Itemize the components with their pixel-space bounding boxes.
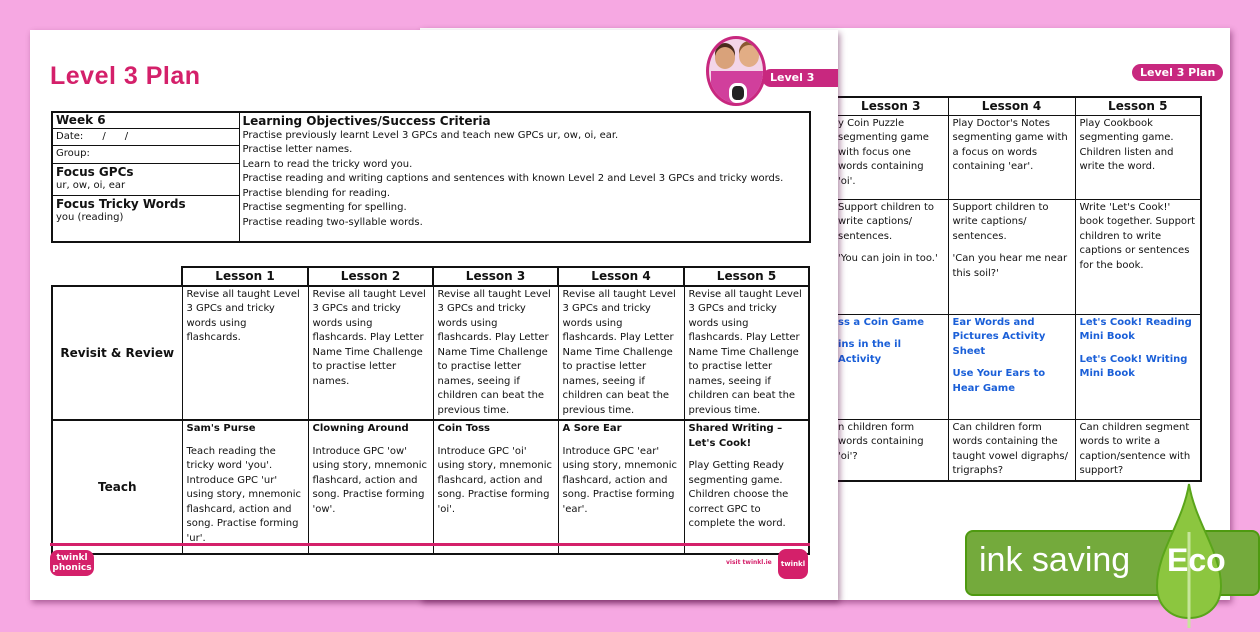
level-badge: Level 3 (762, 69, 838, 87)
lesson-header: Lesson 5 (684, 267, 809, 286)
cell-text: Support children to write captions/ sentences. (838, 201, 935, 242)
focus-gpcs-label: Focus GPCs (56, 164, 134, 179)
cell (833, 199, 948, 314)
twinkl-badge: twinkl (778, 549, 808, 579)
lesson-header: Lesson 3 (833, 97, 948, 115)
cell: Revise all taught Level 3 GPCs and tricky words using flashcards. Play Letter Name Time Challenge to practise letter names, seeing if children can beat the previous time. (558, 286, 684, 421)
objective-item: Practise previously learnt Level 3 GPCs and teach new GPCs ur, ow, oi, ear. (242, 129, 619, 141)
cell: Revise all taught Level 3 GPCs and tricky words using flashcards. (182, 286, 308, 421)
cell-text: Introduce GPC 'oi' using story, mnemonic flashcard, action and song. Practise forming 'oi'. (437, 445, 553, 515)
resource-link[interactable]: Ear Words and Pictures Activity Sheet (952, 316, 1046, 357)
back-lesson-table (832, 96, 1202, 482)
objective-item: Practise reading two-syllable words. (242, 216, 423, 228)
cell-heading: Coin Toss (437, 423, 491, 434)
cell: Can children form words containing the taught vowel digraphs/ trigraphs? (948, 419, 1075, 481)
level-plan-badge: Level 3 Plan (1132, 64, 1223, 81)
cell-text: Support children to write captions/ sentences. (952, 201, 1049, 242)
cell: Play Doctor's Notes segmenting game with a focus on words containing 'ear'. (948, 115, 1075, 199)
cell (1075, 314, 1201, 419)
cell-heading: A Sore Ear (562, 423, 622, 434)
lesson-header: Lesson 3 (433, 267, 558, 286)
info-column (52, 112, 239, 242)
objective-item: Learn to read the tricky word you. (242, 158, 413, 170)
cell-text: Teach reading the tricky word 'you'. Introduce GPC 'ur' using story, mnemonic flashcard, action and song. Practise forming 'ur'. (186, 445, 302, 544)
cell (833, 314, 948, 419)
cell-text: Introduce GPC 'ear' using story, mnemonic flashcard, action and song. Practise forming 'ear'. (562, 445, 678, 515)
cell-heading: Shared Writing – Let's Cook! (688, 423, 783, 449)
objectives-heading: Learning Objectives/Success Criteria (242, 114, 491, 128)
cell: Can children segment words to write a caption/sentence with support? (1075, 419, 1201, 481)
date-field[interactable]: Date: / / (53, 129, 239, 147)
cell (308, 420, 433, 554)
objective-item: Practise reading and writing captions and sentences with known Level 2 and Level 3 GPCs and tricky words. (242, 173, 784, 184)
resource-link[interactable]: Let's Cook! Reading Mini Book (1079, 316, 1192, 342)
children-avatar (706, 36, 766, 106)
week-label: Week 6 (53, 113, 239, 129)
cell-quote: 'You can join in too.' (838, 253, 938, 264)
cell (433, 420, 558, 554)
lesson-table (51, 266, 810, 555)
focus-tricky-value: you (reading) (56, 212, 124, 223)
cell-text: Introduce GPC 'ow' using story, mnemonic flashcard, action and song. Practise forming 'ow'. (312, 445, 428, 515)
cell (948, 314, 1075, 419)
objective-item: Practise letter names. (242, 144, 353, 155)
resource-link[interactable]: ins in the il Activity (838, 339, 902, 365)
cell (182, 420, 308, 554)
cell-heading: Clowning Around (312, 423, 409, 434)
resource-link[interactable]: ss a Coin Game (838, 316, 925, 328)
row-label-teach: Teach (52, 420, 182, 554)
page-title: Level 3 Plan (50, 62, 201, 90)
lesson-header: Lesson 2 (308, 267, 433, 286)
cell-heading: Sam's Purse (186, 423, 256, 434)
info-table (51, 111, 811, 243)
lesson-header: Lesson 1 (182, 267, 308, 286)
cell-text: Write 'Let's Cook!' book together. Support children to write captions or sentences for the book. (1079, 201, 1196, 271)
lesson-header: Lesson 5 (1075, 97, 1201, 115)
cell (684, 420, 809, 554)
visit-link[interactable]: visit twinkl.ie (726, 559, 772, 566)
cell: Revise all taught Level 3 GPCs and tricky words using flashcards. Play Letter Name Time Challenge to practise letter names, seeing if children can beat the previous time. (684, 286, 809, 421)
resource-link[interactable]: Use Your Ears to Hear Game (952, 368, 1046, 394)
front-page (30, 30, 838, 600)
cell (558, 420, 684, 554)
lesson-header: Lesson 4 (948, 97, 1075, 115)
cell: n children form words containing 'oi'? (833, 419, 948, 481)
ink-saving-label: ink saving (979, 541, 1131, 579)
cell (948, 199, 1075, 314)
cell-text: Play Getting Ready segmenting game. Children choose the correct GPC to complete the word. (688, 460, 789, 529)
cell: Play Cookbook segmenting game. Children listen and write the word. (1075, 115, 1201, 199)
focus-tricky-label: Focus Tricky Words (56, 196, 186, 211)
lesson-header: Lesson 4 (558, 267, 684, 286)
eco-label: Eco (1167, 542, 1226, 578)
objective-item: Practise blending for reading. (242, 187, 391, 199)
resource-link[interactable]: Let's Cook! Writing Mini Book (1079, 353, 1188, 379)
twinkl-phonics-logo: twinkl phonics (50, 550, 94, 576)
objectives-column (239, 112, 810, 242)
cell: Revise all taught Level 3 GPCs and tricky words using flashcards. Play Letter Name Time Challenge to practise letter names, seeing if children can beat the previous time. (433, 286, 558, 421)
ink-saving-banner (965, 530, 1260, 596)
cell-quote: 'Can you hear me near this soil?' (952, 253, 1068, 279)
footer-divider (50, 543, 810, 546)
objective-item: Practise segmenting for spelling. (242, 202, 407, 213)
row-label-revisit: Revisit & Review (52, 286, 182, 421)
group-field[interactable]: Group: (53, 146, 239, 164)
cell: Revise all taught Level 3 GPCs and tricky words using flashcards. Play Letter Name Time Challenge to practise letter names. (308, 286, 433, 421)
cell (1075, 199, 1201, 314)
focus-gpcs-value: ur, ow, oi, ear (56, 180, 126, 191)
cell: y Coin Puzzle segmenting game with focus one words containing 'oi'. (833, 115, 948, 199)
